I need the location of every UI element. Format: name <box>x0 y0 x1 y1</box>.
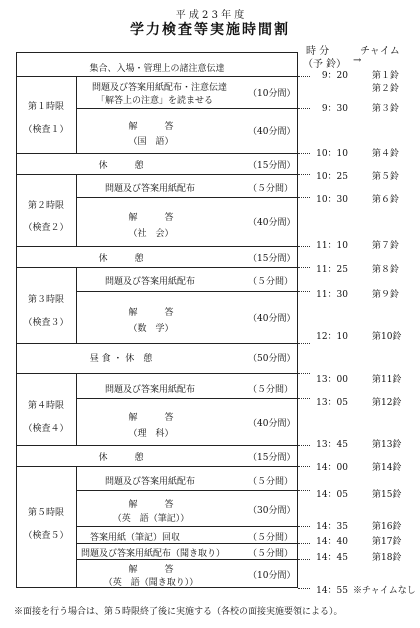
p4-answer: 解 答 <box>128 413 174 423</box>
time-1440: 14：40 <box>316 537 348 547</box>
row-divider <box>76 197 298 198</box>
period-5-label: 第５時限 <box>27 508 64 518</box>
chime-12: 第12鈴 <box>372 398 402 408</box>
p5-collect-duration: （５分間） <box>248 533 294 543</box>
period-3-label: 第３時限 <box>27 295 64 305</box>
time-1125: 11：25 <box>316 265 348 275</box>
chime-15: 第15鈴 <box>372 490 402 500</box>
chime-10: 第10鈴 <box>372 332 402 342</box>
period-4-sub: （検査４） <box>23 424 69 434</box>
lunch-break: 昼 食 ・ 休 憩 <box>89 354 153 364</box>
row-divider <box>16 174 298 175</box>
p5-subject-written: （英 語（筆記）） <box>112 514 190 524</box>
chime-2: 第２鈴 <box>372 84 400 94</box>
chime-3: 第３鈴 <box>372 104 400 114</box>
row-divider <box>16 445 298 446</box>
col-chime-header: チャイム <box>360 46 400 57</box>
period-4-label: 第４時限 <box>27 401 64 411</box>
p1-answer-duration: （40分間） <box>248 127 296 137</box>
time-1345: 13：45 <box>316 440 348 450</box>
chime-5: 第５鈴 <box>372 172 400 182</box>
no-chime-note: ※チャイムなし <box>353 586 416 596</box>
p5-dist: 問題及び答案用紙配布 <box>105 477 196 487</box>
row-divider <box>16 153 298 154</box>
p1-dist-duration: （10分間） <box>248 89 296 99</box>
row-divider <box>16 76 298 77</box>
p5-answer-written: 解 答 <box>128 500 174 510</box>
time-1210: 12：10 <box>316 332 348 342</box>
row-divider <box>16 466 298 467</box>
chime-18: 第18鈴 <box>372 553 402 563</box>
row-divider <box>16 343 298 344</box>
time-1445: 14：45 <box>316 553 348 563</box>
period-5-sub: （検査５） <box>23 531 69 541</box>
p5-answer-written-duration: （30分間） <box>248 506 296 516</box>
p4-dist-duration: （５分間） <box>248 385 294 395</box>
break-4: 休 憩 <box>98 453 144 463</box>
row-divider <box>76 543 298 544</box>
p5-collect: 答案用紙（筆記）回収 <box>90 533 181 543</box>
row-divider <box>76 526 298 527</box>
row-divider <box>76 108 298 109</box>
time-0920: 9：20 <box>321 71 348 81</box>
p3-answer-duration: （40分間） <box>248 314 296 324</box>
p5-subject-listening: （英 語（聞き取り）） <box>103 578 199 588</box>
chime-7: 第７鈴 <box>372 241 400 251</box>
row-divider <box>16 246 298 247</box>
time-1300: 13：00 <box>316 375 348 385</box>
time-1400: 14：00 <box>316 463 348 473</box>
p3-dist-duration: （５分間） <box>248 277 294 287</box>
row-divider <box>76 398 298 399</box>
period-1-label: 第１時限 <box>27 102 64 112</box>
row-assembly: 集合、入場・管理上の諸注意伝達 <box>89 64 225 74</box>
time-1025: 10：25 <box>316 172 348 182</box>
row-divider <box>16 267 298 268</box>
chime-6: 第６鈴 <box>372 195 400 205</box>
arrow-glyph: → <box>353 55 362 66</box>
time-1405: 14：05 <box>316 490 348 500</box>
p4-dist: 問題及び答案用紙配布 <box>105 385 196 395</box>
p1-dist-line1: 問題及び答案用紙配布・注意伝達 <box>92 83 228 93</box>
period-2-sub: （検査２） <box>23 223 69 233</box>
time-1030: 10：30 <box>316 195 348 205</box>
break-2-duration: （15分間） <box>248 254 296 264</box>
chime-16: 第16鈴 <box>372 522 402 532</box>
chime-13: 第13鈴 <box>372 440 402 450</box>
p2-answer-duration: （40分間） <box>248 218 296 228</box>
p5-answer-listening-duration: （10分間） <box>248 571 296 581</box>
chime-8: 第８鈴 <box>372 265 400 275</box>
break-2: 休 憩 <box>98 254 144 264</box>
p4-subject: （理 科） <box>128 429 174 439</box>
time-1110: 11：10 <box>316 241 348 251</box>
time-1010: 10：10 <box>316 149 348 159</box>
p1-subject: （国 語） <box>128 137 174 147</box>
year-line: 平 成 2 3 年 度 <box>175 10 245 21</box>
p3-subject: （数 学） <box>128 324 174 334</box>
p3-answer: 解 答 <box>128 308 174 318</box>
time-1455: 14：55 <box>316 586 348 596</box>
chime-14: 第14鈴 <box>372 463 402 473</box>
period-2-label: 第２時限 <box>27 201 64 211</box>
p5-dist-listening-duration: （５分間） <box>248 549 294 559</box>
break-4-duration: （15分間） <box>248 453 296 463</box>
time-1130: 11：30 <box>316 290 348 300</box>
lunch-duration: （50分間） <box>248 354 296 364</box>
yorei-label: （予 鈴） <box>303 59 347 70</box>
row-divider <box>76 291 298 292</box>
p3-dist: 問題及び答案用紙配布 <box>105 277 196 287</box>
row-divider <box>16 373 298 374</box>
row-divider <box>76 559 298 560</box>
col-time-header: 時 分 <box>306 46 330 57</box>
time-1435: 14：35 <box>316 522 348 532</box>
time-leader <box>298 343 310 344</box>
period-1-sub: （検査１） <box>23 125 69 135</box>
break-1-duration: （15分間） <box>248 161 296 171</box>
p5-dist-listening: 問題及び答案用紙配布（聞き取り） <box>81 549 226 559</box>
p2-subject: （社 会） <box>128 229 174 239</box>
p1-dist-line2: 「解答上の注意」を読ませる <box>96 96 214 106</box>
period-3-sub: （検査３） <box>23 318 69 328</box>
footnote: ※面接を行う場合は、第５時限終了後に実施する（各校の面接実施要領による）。 <box>14 607 343 617</box>
time-0930: 9：30 <box>321 104 348 114</box>
p2-dist-duration: （５分間） <box>248 184 294 194</box>
chime-4: 第４鈴 <box>372 149 400 159</box>
p4-answer-duration: （40分間） <box>248 419 296 429</box>
chime-17: 第17鈴 <box>372 537 402 547</box>
p5-answer-listening: 解 答 <box>128 565 174 575</box>
chime-1: 第１鈴 <box>372 71 400 81</box>
row-divider <box>76 490 298 491</box>
p1-answer: 解 答 <box>128 122 174 132</box>
p5-dist-duration: （５分間） <box>248 477 294 487</box>
page-title: 学力検査等実施時間割 <box>130 22 290 38</box>
chime-9: 第９鈴 <box>372 290 400 300</box>
p2-answer: 解 答 <box>128 213 174 223</box>
p2-dist: 問題及び答案用紙配布 <box>105 184 196 194</box>
break-1: 休 憩 <box>98 161 144 171</box>
chime-11: 第11鈴 <box>372 375 402 385</box>
time-1305: 13：05 <box>316 398 348 408</box>
